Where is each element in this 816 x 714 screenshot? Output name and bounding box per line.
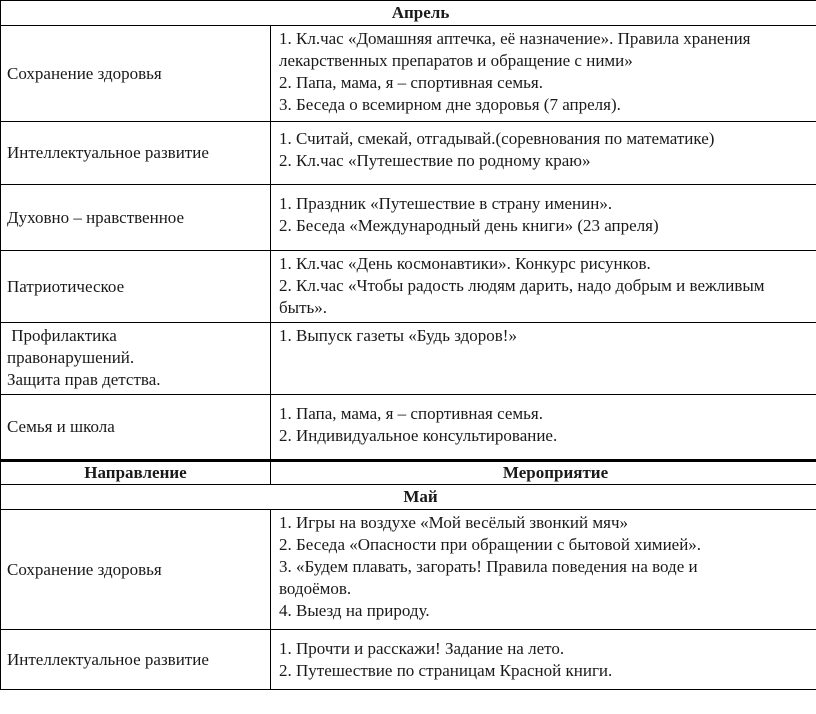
event-line: 2. Кл.час «Чтобы радость людям дарить, надо добрым и вежливым bbox=[279, 276, 765, 295]
event-line: 1. Праздник «Путешествие в страну именин». bbox=[279, 194, 613, 213]
direction-line: правонарушений. bbox=[7, 348, 135, 367]
event-line: 3. Беседа о всемирном дне здоровья (7 апреля). bbox=[279, 95, 621, 114]
event-line: 1. Кл.час «Домашняя аптечка, её назначение». Правила хранения bbox=[279, 29, 751, 48]
direction-cell: Сохранение здоровья bbox=[1, 26, 271, 122]
event-line: 3. «Будем плавать, загорать! Правила поведения на воде и bbox=[279, 557, 698, 576]
direction-cell: Патриотическое bbox=[1, 251, 271, 323]
direction-cell: Семья и школа bbox=[1, 395, 271, 461]
table-row bbox=[1, 122, 816, 185]
column-header-row bbox=[1, 461, 816, 485]
direction-line: Профилактика bbox=[7, 326, 117, 345]
event-line: быть». bbox=[279, 298, 328, 317]
events-cell bbox=[271, 323, 816, 395]
events-cell bbox=[271, 630, 816, 690]
column-header-direction: Направление bbox=[1, 461, 271, 485]
direction-cell: Духовно – нравственное bbox=[1, 185, 271, 251]
event-line: 2. Индивидуальное консультирование. bbox=[279, 426, 558, 445]
table-row bbox=[1, 630, 816, 690]
event-line: 2. Беседа «Международный день книги» (23 апреля) bbox=[279, 216, 659, 235]
event-line: 2. Путешествие по страницам Красной книги. bbox=[279, 661, 613, 680]
event-line: 2. Беседа «Опасности при обращении с бытовой химией». bbox=[279, 535, 702, 554]
direction-cell: Интеллектуальное развитие bbox=[1, 122, 271, 185]
events-cell bbox=[271, 122, 816, 185]
event-line: 1. Кл.час «День космонавтики». Конкурс рисунков. bbox=[279, 254, 651, 273]
column-header-event: Мероприятие bbox=[271, 461, 816, 485]
events-cell bbox=[271, 395, 816, 461]
event-line: 2. Папа, мама, я – спортивная семья. bbox=[279, 73, 543, 92]
event-line: 1. Игры на воздухе «Мой весёлый звонкий мяч» bbox=[279, 513, 628, 532]
event-line: 1. Прочти и расскажи! Задание на лето. bbox=[279, 639, 565, 658]
events-cell bbox=[271, 510, 816, 630]
table-row bbox=[1, 323, 816, 395]
table-row bbox=[1, 185, 816, 251]
table-row bbox=[1, 26, 816, 122]
table-row bbox=[1, 251, 816, 323]
event-line: водоёмов. bbox=[279, 579, 352, 598]
may-title-row bbox=[1, 485, 816, 510]
direction-cell: Сохранение здоровья bbox=[1, 510, 271, 630]
direction-cell bbox=[1, 323, 271, 395]
events-cell bbox=[271, 251, 816, 323]
table-row bbox=[1, 395, 816, 461]
direction-line: Защита прав детства. bbox=[7, 370, 161, 389]
event-line: 1. Папа, мама, я – спортивная семья. bbox=[279, 404, 543, 423]
table-row bbox=[1, 510, 816, 630]
event-line: лекарственных препаратов и обращение с ними» bbox=[279, 51, 633, 70]
event-line: 1. Считай, смекай, отгадывай.(соревнования по математике) bbox=[279, 129, 715, 148]
event-line: 4. Выезд на природу. bbox=[279, 601, 430, 620]
events-cell bbox=[271, 185, 816, 251]
event-line: 1. Выпуск газеты «Будь здоров!» bbox=[279, 326, 517, 345]
month-title-may: Май bbox=[1, 485, 816, 510]
event-line: 2. Кл.час «Путешествие по родному краю» bbox=[279, 151, 591, 170]
month-title-april: Апрель bbox=[1, 1, 816, 26]
direction-cell: Интеллектуальное развитие bbox=[1, 630, 271, 690]
events-cell bbox=[271, 26, 816, 122]
april-title-row bbox=[1, 1, 816, 26]
